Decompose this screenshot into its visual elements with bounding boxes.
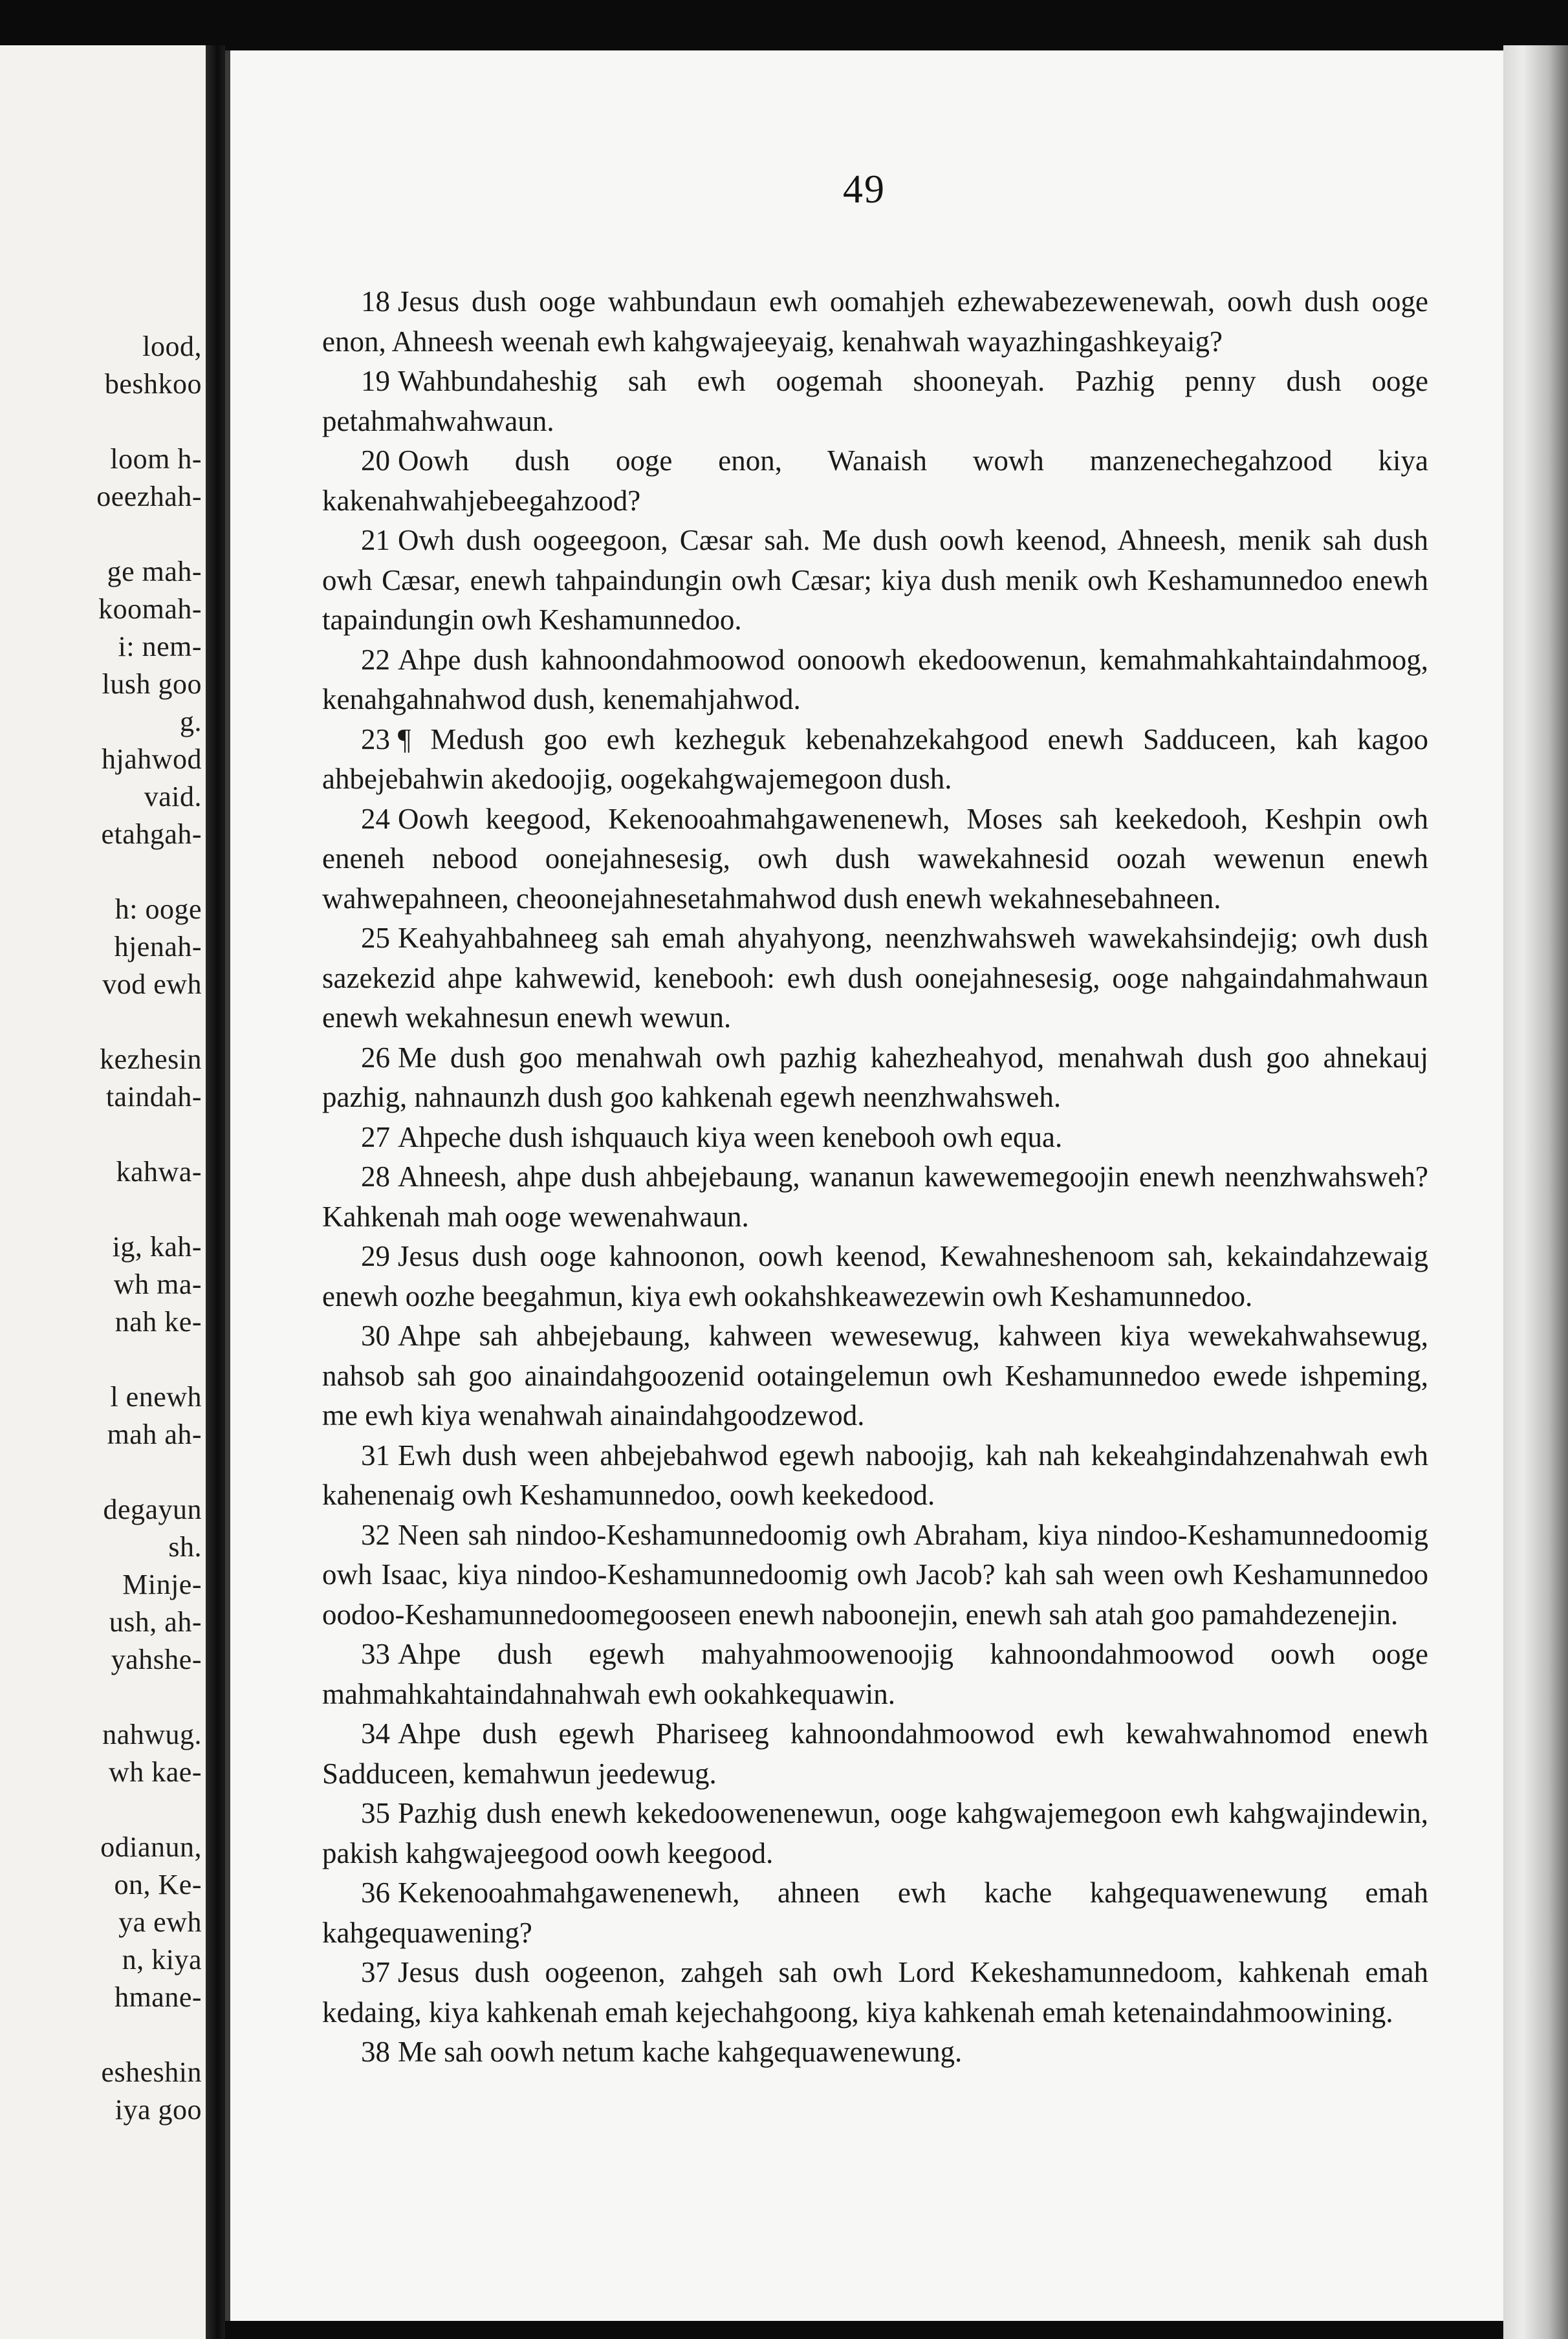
left-page-fragment: loom h- [110,443,202,475]
left-page-fragment: koomah- [98,593,202,625]
verse-number: 21 [361,524,390,556]
left-page-fragment: ig, kah- [112,1231,202,1263]
verse [322,1714,1428,1794]
verse-text: ¶ Medush goo ewh kezheguk kebenahzekahgood enewh Sadduceen, kah kagoo ahbejebahwin akedoojig, oogekahgwajemegoon dush. [322,723,1428,795]
verse-number: 23 [361,723,390,756]
left-page-fragment: beshkoo [104,368,202,400]
verse-number: 38 [361,2036,390,2068]
verse [322,919,1428,1038]
verse [322,1436,1428,1516]
verse-text: Neen sah nindoo-Keshamunnedoomig owh Abraham, kiya nindoo-Keshamunnedoomig owh Isaac, kiya nindoo-Keshamunnedoomig owh Jacob? kah sah ween owh Keshamunnedoo oodoo-Keshamunnedoomegooseen enewh naboonejin, enewh sah atah goo pamahdezenejin. [322,1518,1428,1631]
verse-number: 29 [361,1240,390,1272]
verse-text: Wahbundaheshig sah ewh oogemah shooneyah. Pazhig penny dush ooge petahmahwahwaun. [322,365,1428,437]
left-page-fragment: etahgah- [101,818,202,850]
left-page-fragment: on, Ke- [114,1869,202,1900]
left-page-fragment: vod ewh [102,968,202,1000]
verse [322,720,1428,800]
left-page-fragment: yahshe- [111,1644,202,1675]
left-page-fragment: lood, [142,331,202,362]
verse-number: 33 [361,1638,390,1670]
left-page-fragment: ya ewh [118,1906,202,1938]
left-page-fragment: g. [180,706,202,737]
page-edge [1503,45,1568,2339]
left-page-fragment: Minje- [122,1569,202,1600]
left-page-fragment: hjenah- [114,931,202,963]
left-page-fragment: hmane- [114,1981,202,2013]
verse-text: Oowh dush ooge enon, Wanaish wowh manzenechegahzood kiya kakenahwahjebeegahzood? [322,444,1428,517]
left-page-fragment: wh kae- [109,1756,202,1788]
left-page-fragment: odianun, [100,1831,202,1863]
verse-number: 36 [361,1877,390,1909]
verse-text: Ahpe dush egewh mahyahmoowenoojig kahnoondahmoowod oowh ooge mahmahkahtaindahnahwah ewh ookahkequawin. [322,1638,1428,1710]
verse [322,521,1428,640]
left-page-fragment: kezhesin [100,1043,202,1075]
book-page [225,50,1503,2321]
verse-text: Ahpe dush egewh Phariseeg kahnoondahmoowod ewh kewahwahnomod enewh Sadduceen, kemahwun jeedewug. [322,1717,1428,1790]
left-page-fragment: h: ooge [114,893,202,925]
verse [322,1516,1428,1635]
verse-text: Ahpe sah ahbejebaung, kahween wewesewug, kahween kiya wewekahwahsewug, nahsob sah goo ainaindahgoozenid ootaingelemun owh Keshamunnedoo ewede ishpeming, me ewh kiya wenahwah ainaindahgoodzewod. [322,1320,1428,1431]
verse [322,282,1428,362]
verse-number: 31 [361,1439,390,1472]
left-page-fragment: kahwa- [116,1156,202,1188]
verse-text: Pazhig dush enewh kekedoowenenewun, ooge kahgwajemegoon ewh kahgwajindewin, pakish kahgwajeegood oowh keegood. [322,1797,1428,1869]
verse [322,1118,1428,1158]
verse-text: Ahpe dush kahnoondahmoowod oonoowh ekedoowenun, kemahmahkahtaindahmoog, kenahgahnahwod dush, kenemahjahwod. [322,643,1428,715]
verse-text: Me dush goo menahwah owh pazhig kahezheahyod, menahwah dush goo ahnekauj pazhig, nahnaunzh dush goo kahkenah egewh neenzhwahsweh. [322,1041,1428,1113]
verse-number: 22 [361,643,390,676]
verse-number: 30 [361,1320,390,1352]
verse-number: 28 [361,1160,390,1193]
verse-text: Ahpeche dush ishquauch kiya ween kenebooh owh equa. [398,1120,1063,1153]
left-page-fragment: lush goo [102,668,202,700]
verse [322,1316,1428,1436]
verse-text: Me sah oowh netum kache kahgequawenewung. [398,2036,963,2068]
book-gutter [206,45,225,2339]
verse [322,2032,1428,2072]
left-page-fragment: mah ah- [107,1419,202,1450]
verse [322,1635,1428,1714]
verse-number: 19 [361,365,390,397]
page-number: 49 [843,168,886,212]
verse-number: 20 [361,444,390,477]
verse [322,1794,1428,1873]
verse-text: Jesus dush ooge wahbundaun ewh oomahjeh ezhewabezewenewah, oowh dush ooge enon, Ahneesh weenah ewh kahgwajeeyaig, kenahwah wayazhingashkeyaig? [322,285,1428,358]
verse [322,1953,1428,2032]
verse-number: 18 [361,285,390,318]
verse-text: Jesus dush ooge kahnoonon, oowh keenod, Kewahneshenoom sah, kekaindahzewaig enewh oozhe beegahmun, kiya ewh ookahshkeawezewin owh Keshamunnedoo. [322,1240,1428,1312]
verse-text: Keahyahbahneeg sah emah ahyahyong, neenzhwahsweh wawekahsindejig; owh dush sazekezid ahpe kahwewid, kenebooh: ewh dush oonejahnesesig, ooge nahgaindahmahwaun enewh wekahnesun enewh wewun. [322,922,1428,1034]
verse-number: 26 [361,1041,390,1074]
left-page-fragment: i: nem- [118,631,202,662]
left-page-fragment: esheshin [101,2056,202,2088]
verse-text: Owh dush oogeegoon, Cæsar sah. Me dush oowh keenod, Ahneesh, menik sah dush owh Cæsar, enewh tahpaindungin owh Cæsar; kiya dush menik owh Keshamunnedoo enewh tapaindungin owh Keshamunnedoo. [322,524,1428,636]
verse [322,1237,1428,1316]
verse-text: Ahneesh, ahpe dush ahbejebaung, wananun kawewemegoojin enewh neenzhwahsweh? Kahkenah mah ooge wewenahwaun. [322,1160,1428,1233]
left-page-fragment: vaid. [144,781,202,812]
verse-number: 24 [361,802,390,835]
left-page-fragment: nah ke- [114,1306,202,1338]
verse [322,441,1428,521]
left-page-fragment: iya goo [114,2094,202,2126]
verse-number: 27 [361,1120,390,1153]
verse [322,1873,1428,1953]
left-page-fragment: sh. [168,1531,202,1563]
verse-text: Oowh keegood, Kekenooahmahgawenenewh, Moses sah keekedooh, Keshpin owh eneneh nebood oonejahnesesig, owh dush wawekahnesid oozah wewenun enewh wahwepahneen, cheoonejahnesetahmahwod dush enewh wekahnesebahneen. [322,802,1428,915]
left-page-fragment: hjahwod [101,743,202,775]
left-page-fragment: taindah- [105,1081,202,1113]
verse-text: Kekenooahmahgawenenewh, ahneen ewh kache kahgequawenewung emah kahgequawening? [322,1877,1428,1949]
left-page-fragment: oeezhah- [96,481,202,512]
verse [322,1157,1428,1237]
verse [322,640,1428,720]
verse-text: Ewh dush ween ahbejebahwod egewh naboojig, kah nah kekeahgindahzenahwah ewh kahenenaig owh Keshamunnedoo, oowh keekedood. [322,1439,1428,1511]
verse [322,800,1428,919]
verse-number: 25 [361,922,390,954]
left-page-fragment: nahwug. [102,1719,202,1750]
left-page-fragment: n, kiya [122,1944,202,1975]
left-page-fragment: ge mah- [107,556,202,587]
verse-number: 35 [361,1797,390,1829]
verse-text-block [322,282,1428,2072]
verse-number: 34 [361,1717,390,1750]
left-page-fragment: l enewh [110,1381,202,1413]
left-facing-page [0,45,206,2339]
left-page-fragment: degayun [103,1494,202,1525]
left-page-fragment: ush, ah- [109,1606,202,1638]
verse-number: 32 [361,1518,390,1551]
verse-number: 37 [361,1956,390,1988]
left-page-fragment: wh ma- [113,1268,202,1300]
verse-text: Jesus dush oogeenon, zahgeh sah owh Lord Kekeshamunnedoom, kahkenah emah kedaing, kiya kahkenah emah kejechahgoong, kiya kahkenah emah ketenaindahmoowining. [322,1956,1428,2029]
verse [322,1038,1428,1118]
verse [322,362,1428,441]
